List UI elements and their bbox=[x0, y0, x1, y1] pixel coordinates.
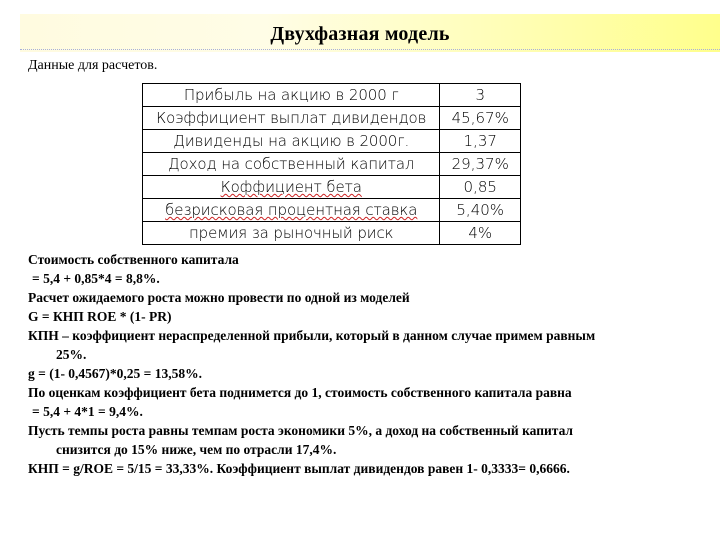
row-label: премия за рыночный риск bbox=[143, 222, 440, 245]
text-line: = 5,4 + 0,85*4 = 8,8%. bbox=[32, 271, 160, 286]
text-line: КПН – коэффициент нераспределенной прибыли, который в данном случае примем равным bbox=[28, 328, 596, 343]
title-underline-dots bbox=[20, 49, 720, 50]
row-value: 1,37 bbox=[440, 130, 521, 153]
text-line: Расчет ожидаемого роста можно провести по одной из моделей bbox=[28, 290, 410, 305]
text-line: снизится до 15% ниже, чем по отрасли 17,4%. bbox=[56, 442, 337, 457]
table-row bbox=[143, 176, 521, 199]
row-label bbox=[143, 199, 440, 222]
input-data-table bbox=[142, 83, 521, 245]
row-label bbox=[143, 176, 440, 199]
table-row bbox=[143, 222, 521, 245]
table-row bbox=[143, 199, 521, 222]
row-label-text: Коффициент бета bbox=[220, 178, 362, 196]
formula-line: КНП = g/ROE = 5/15 = 33,33%. Коэффициент выплат дивидендов равен 1- 0,3333= 0,6666. bbox=[28, 461, 570, 476]
row-label: Дивиденды на акцию в 2000г. bbox=[143, 130, 440, 153]
row-label-text: безрисковая процентная ставка bbox=[165, 201, 418, 219]
row-value: 45,67% bbox=[440, 107, 521, 130]
text-line: Стоимость собственного капитала bbox=[28, 252, 239, 267]
table-row bbox=[143, 153, 521, 176]
row-value: 3 bbox=[440, 84, 521, 107]
formula-line: G = КНП ROE * (1- PR) bbox=[28, 309, 172, 324]
formula-line: g = (1- 0,4567)*0,25 = 13,58%. bbox=[28, 366, 202, 381]
table-row bbox=[143, 107, 521, 130]
row-value: 5,40% bbox=[440, 199, 521, 222]
page-title: Двухфазная модель bbox=[270, 23, 450, 45]
row-label: Прибыль на акцию в 2000 г bbox=[143, 84, 440, 107]
row-value: 29,37% bbox=[440, 153, 521, 176]
formula-line: = 5,4 + 4*1 = 9,4%. bbox=[32, 404, 143, 419]
text-line: Пусть темпы роста равны темпам роста экономики 5%, а доход на собственный капитал bbox=[28, 423, 574, 438]
text-line: По оценкам коэффициент бета поднимется до 1, стоимость собственного капитала равна bbox=[28, 385, 572, 400]
table-row bbox=[143, 130, 521, 153]
calculation-text bbox=[28, 250, 700, 478]
row-value: 4% bbox=[440, 222, 521, 245]
row-label: Доход на собственный капитал bbox=[143, 153, 440, 176]
row-label: Коэффициент выплат дивидендов bbox=[143, 107, 440, 130]
row-value: 0,85 bbox=[440, 176, 521, 199]
data-caption: Данные для расчетов. bbox=[28, 58, 158, 73]
table-row bbox=[143, 84, 521, 107]
text-line: 25%. bbox=[56, 347, 87, 362]
